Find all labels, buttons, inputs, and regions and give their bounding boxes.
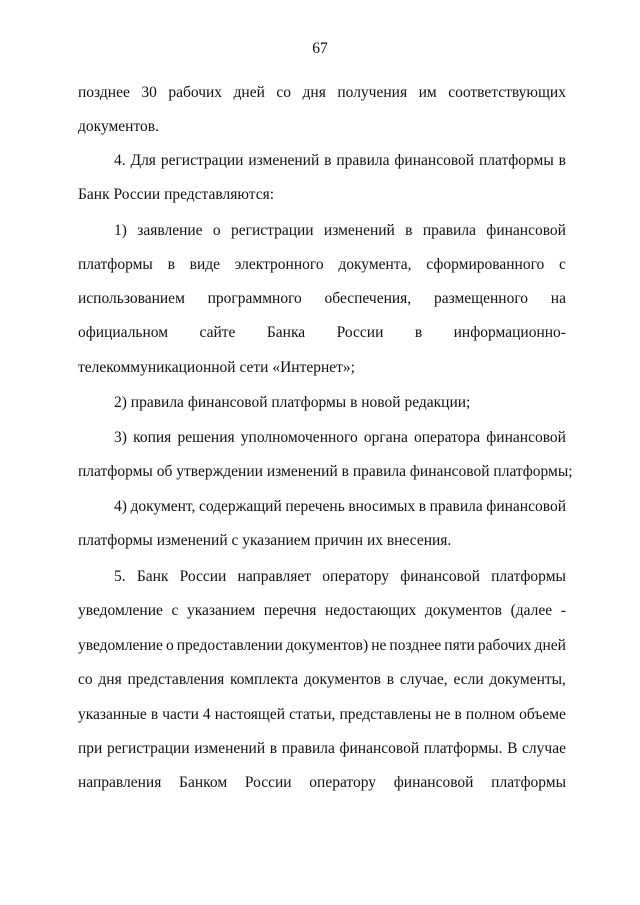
word: России xyxy=(244,774,292,791)
word: случае, xyxy=(399,671,448,688)
word: в xyxy=(324,152,332,169)
word: правила xyxy=(429,498,483,515)
word: изменений xyxy=(248,152,320,169)
text-line xyxy=(78,289,566,309)
word: платформы xyxy=(478,152,554,169)
text-line: Банк России представляются: xyxy=(78,186,275,203)
word: представления xyxy=(127,671,225,688)
word: Банком xyxy=(179,774,228,791)
word: информационно- xyxy=(453,324,566,341)
word: полном xyxy=(465,706,516,723)
word: со xyxy=(78,671,93,688)
word: Банка xyxy=(266,324,306,341)
word: в xyxy=(414,324,423,341)
text-line xyxy=(114,497,566,517)
word: оператора xyxy=(414,429,481,446)
word: на xyxy=(550,290,566,307)
word: уведомление xyxy=(78,637,163,654)
word: с xyxy=(559,256,566,273)
word: части xyxy=(162,706,199,723)
word: платформы xyxy=(78,256,153,273)
word: дня xyxy=(98,671,122,688)
word: платформы xyxy=(491,774,566,791)
word: 5. xyxy=(114,568,126,585)
word: рабочих xyxy=(477,637,532,654)
text-line xyxy=(78,601,566,621)
text-line xyxy=(78,323,566,343)
word: документы, xyxy=(489,671,566,688)
text-line xyxy=(78,83,566,103)
word: со xyxy=(276,84,292,101)
word: финансовой xyxy=(400,568,480,585)
word: им xyxy=(418,84,437,101)
word: в xyxy=(150,706,159,723)
word: если xyxy=(453,671,484,688)
word: о xyxy=(212,222,221,239)
word: правила xyxy=(336,152,390,169)
word: в xyxy=(558,152,566,169)
word: дня xyxy=(302,84,326,101)
word: статьи, xyxy=(289,706,336,723)
word: предоставлении xyxy=(176,637,283,654)
text-line xyxy=(114,428,566,448)
word: случае xyxy=(522,740,566,757)
word: изменений xyxy=(323,222,395,239)
word: уполномоченного xyxy=(240,429,358,446)
word: с xyxy=(171,602,179,619)
text-line xyxy=(78,670,566,690)
word: содержащий xyxy=(198,498,282,515)
word: при xyxy=(78,740,103,757)
word: официальном xyxy=(78,324,169,341)
word: сформированного xyxy=(426,256,545,273)
word: электронного xyxy=(234,256,324,273)
word: финансовой xyxy=(393,774,474,791)
text-line xyxy=(78,636,566,656)
word: в xyxy=(167,256,175,273)
word: в xyxy=(386,671,395,688)
word: России xyxy=(336,324,384,341)
word: обеспечения, xyxy=(324,290,412,307)
word: регистрации xyxy=(230,222,314,239)
word: соответствующих xyxy=(448,84,566,101)
word: размещенного xyxy=(433,290,529,307)
word: указанные xyxy=(78,706,147,723)
word: позднее xyxy=(389,637,442,654)
word: 30 xyxy=(141,84,157,101)
text-line xyxy=(78,739,566,759)
word: решения xyxy=(177,429,235,446)
word: в xyxy=(454,706,462,723)
text-line: документов. xyxy=(78,118,159,135)
word: финансовой xyxy=(339,740,420,757)
page-number: 67 xyxy=(312,40,328,57)
word: не xyxy=(371,637,387,654)
word: органа xyxy=(363,429,408,446)
word: о xyxy=(165,637,174,654)
word: указанием xyxy=(186,602,256,619)
word: недостающих xyxy=(325,602,417,619)
word: получения xyxy=(337,84,408,101)
word: позднее xyxy=(78,84,130,101)
word: документов) xyxy=(285,637,369,654)
word: России xyxy=(179,568,227,585)
word: - xyxy=(560,602,566,619)
word: настоящей xyxy=(214,706,286,723)
word: перечень xyxy=(285,498,345,515)
word: правила xyxy=(422,222,476,239)
text-line: телекоммуникационной сети «Интернет»; xyxy=(78,359,355,376)
word: финансовой xyxy=(486,429,566,446)
word: документов xyxy=(303,671,382,688)
word: регистрации xyxy=(106,740,190,757)
word: В xyxy=(507,740,518,757)
word: использованием xyxy=(78,290,185,307)
word: виде xyxy=(189,256,221,273)
word: (далее xyxy=(510,602,553,619)
text-line xyxy=(78,705,566,725)
word: комплекта xyxy=(230,671,299,688)
word: финансовой xyxy=(486,498,566,515)
word: дней xyxy=(534,637,566,654)
word: платформы. xyxy=(423,740,503,757)
word: в xyxy=(269,740,278,757)
word: копия xyxy=(133,429,172,446)
text-line xyxy=(78,255,566,275)
word: направления xyxy=(78,774,162,791)
word: сайте xyxy=(199,324,236,341)
word: дней xyxy=(233,84,265,101)
word: перечня xyxy=(263,602,317,619)
text-line: платформы изменений с указанием причин их внесения. xyxy=(78,532,452,549)
text-line xyxy=(114,151,566,171)
word: в xyxy=(418,498,427,515)
word: платформы xyxy=(491,568,566,585)
word: программного xyxy=(207,290,302,307)
word: 4. xyxy=(114,152,126,169)
word: заявление xyxy=(137,222,203,239)
word: Для xyxy=(130,152,156,169)
word: 1) xyxy=(114,222,127,239)
text-line xyxy=(78,773,566,793)
word: не xyxy=(435,706,451,723)
word: документ, xyxy=(130,498,196,515)
word: регистрации xyxy=(160,152,244,169)
text-line xyxy=(114,567,566,587)
word: направляет xyxy=(237,568,312,585)
word: 4) xyxy=(114,498,127,515)
word: финансовой xyxy=(394,152,475,169)
word: Банк xyxy=(136,568,169,585)
word: финансовой xyxy=(486,222,566,239)
word: документов xyxy=(424,602,503,619)
word: 3) xyxy=(114,429,127,446)
word: правила xyxy=(281,740,335,757)
word: пяти xyxy=(444,637,475,654)
word: представлены xyxy=(339,706,432,723)
word: вносимых xyxy=(348,498,416,515)
word: оператору xyxy=(309,774,377,791)
word: уведомление xyxy=(78,602,163,619)
word: документа, xyxy=(338,256,412,273)
word: объеме xyxy=(519,706,566,723)
text-line: 2) правила финансовой платформы в новой редакции; xyxy=(114,394,471,411)
word: оператору xyxy=(322,568,390,585)
word: в xyxy=(405,222,413,239)
word: рабочих xyxy=(168,84,223,101)
text-line: платформы об утверждении изменений в правила финансовой платформы; xyxy=(78,463,573,480)
word: 4 xyxy=(202,706,211,723)
word: изменений xyxy=(194,740,266,757)
text-line xyxy=(114,221,566,241)
